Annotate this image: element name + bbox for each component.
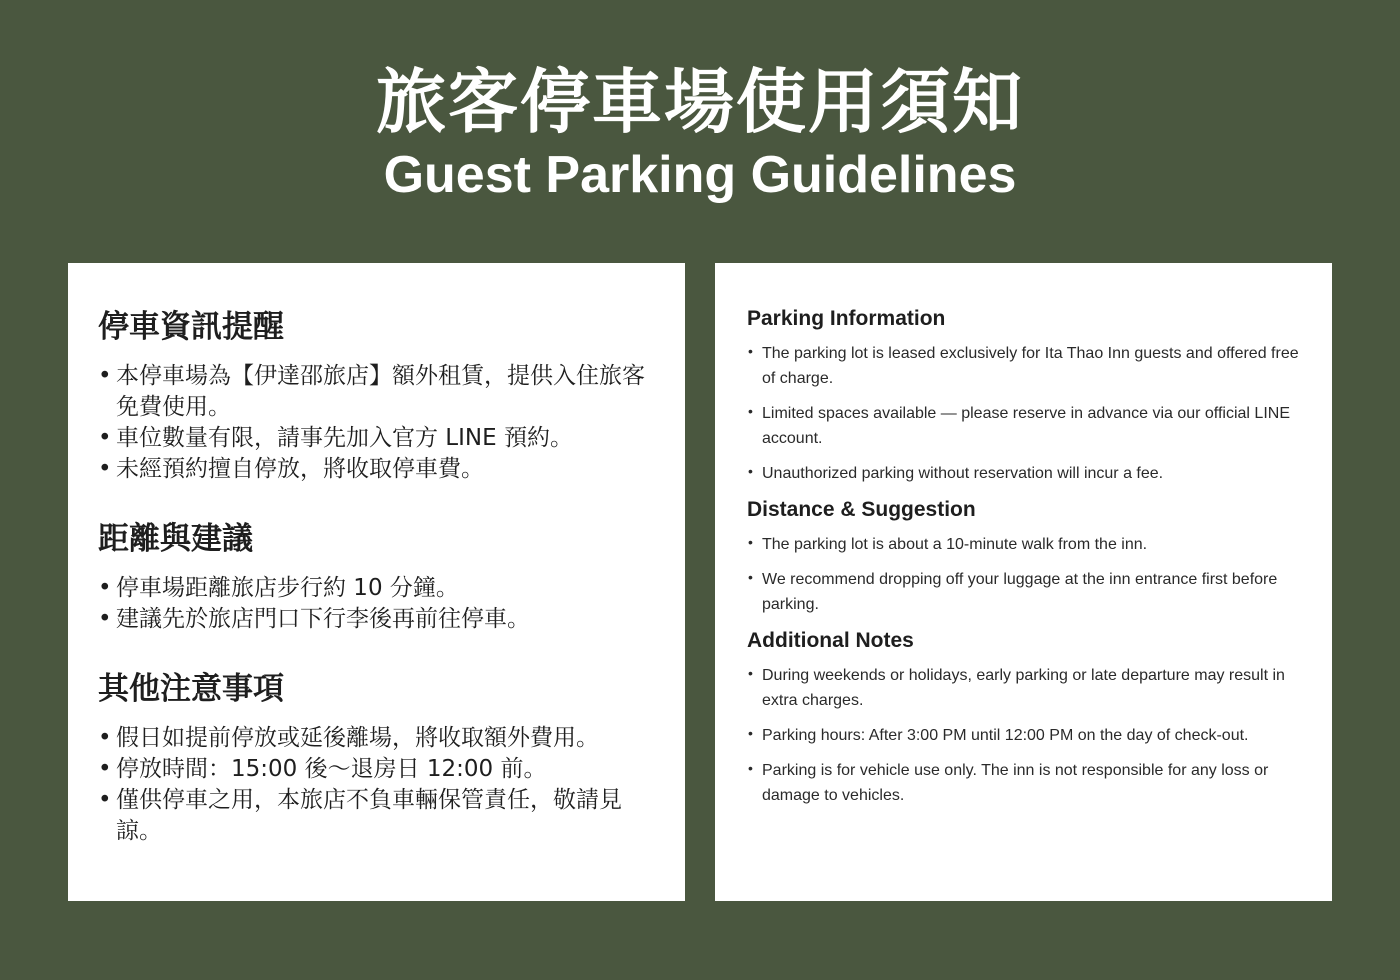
list-item: • 建議先於旅店門口下行李後再前往停車。 [98,604,655,635]
list-item: • The parking lot is leased exclusively for Ita Thao Inn guests and offered free of charge. [747,341,1300,391]
list-item: • Unauthorized parking without reservation will incur a fee. [747,461,1300,486]
list-item: • Parking is for vehicle use only. The inn is not responsible for any loss or damage to vehicles. [747,758,1300,808]
list-item: • 未經預約擅自停放，將收取停車費。 [98,454,655,485]
en-section-parking-info [747,305,1300,486]
zh-section-parking-info [98,307,655,485]
page-header [0,60,1400,206]
en-section-title: Parking Information [747,307,946,330]
en-bullet-list [747,341,1300,486]
en-bullet-list [747,532,1300,617]
list-item: • 車位數量有限，請事先加入官方 LINE 預約。 [98,423,655,454]
en-section-title: Distance & Suggestion [747,498,976,521]
list-item: • 假日如提前停放或延後離場，將收取額外費用。 [98,723,655,754]
zh-bullet-list [98,573,655,635]
list-item: • Parking hours: After 3:00 PM until 12:00 PM on the day of check-out. [747,723,1300,748]
list-item: • 僅供停車之用，本旅店不負車輛保管責任，敬請見諒。 [98,785,655,847]
zh-section-notes [98,669,655,847]
list-item: • During weekends or holidays, early parking or late departure may result in extra charges. [747,663,1300,713]
chinese-guidelines-panel [68,263,685,901]
en-bullet-list [747,663,1300,808]
page-title-zh: 旅客停車場使用須知 [376,61,1024,143]
list-item: • 本停車場為【伊達邵旅店】額外租賃，提供入住旅客免費使用。 [98,361,655,423]
list-item: • 停車場距離旅店步行約 10 分鐘。 [98,573,655,604]
en-section-title: Additional Notes [747,629,914,652]
list-item: • Limited spaces available — please reserve in advance via our official LINE account. [747,401,1300,451]
zh-section-title: 其他注意事項 [98,671,284,707]
zh-section-title: 距離與建議 [98,521,253,557]
zh-bullet-list [98,723,655,847]
page-title-en: Guest Parking Guidelines [383,146,1017,204]
english-guidelines-panel [715,263,1332,901]
list-item: • We recommend dropping off your luggage at the inn entrance first before parking. [747,567,1300,617]
zh-section-distance [98,519,655,635]
list-item: • 停放時間：15:00 後～退房日 12:00 前。 [98,754,655,785]
zh-bullet-list [98,361,655,485]
zh-section-title: 停車資訊提醒 [98,309,284,345]
en-section-notes [747,627,1300,808]
en-section-distance [747,496,1300,617]
list-item: • The parking lot is about a 10-minute walk from the inn. [747,532,1300,557]
